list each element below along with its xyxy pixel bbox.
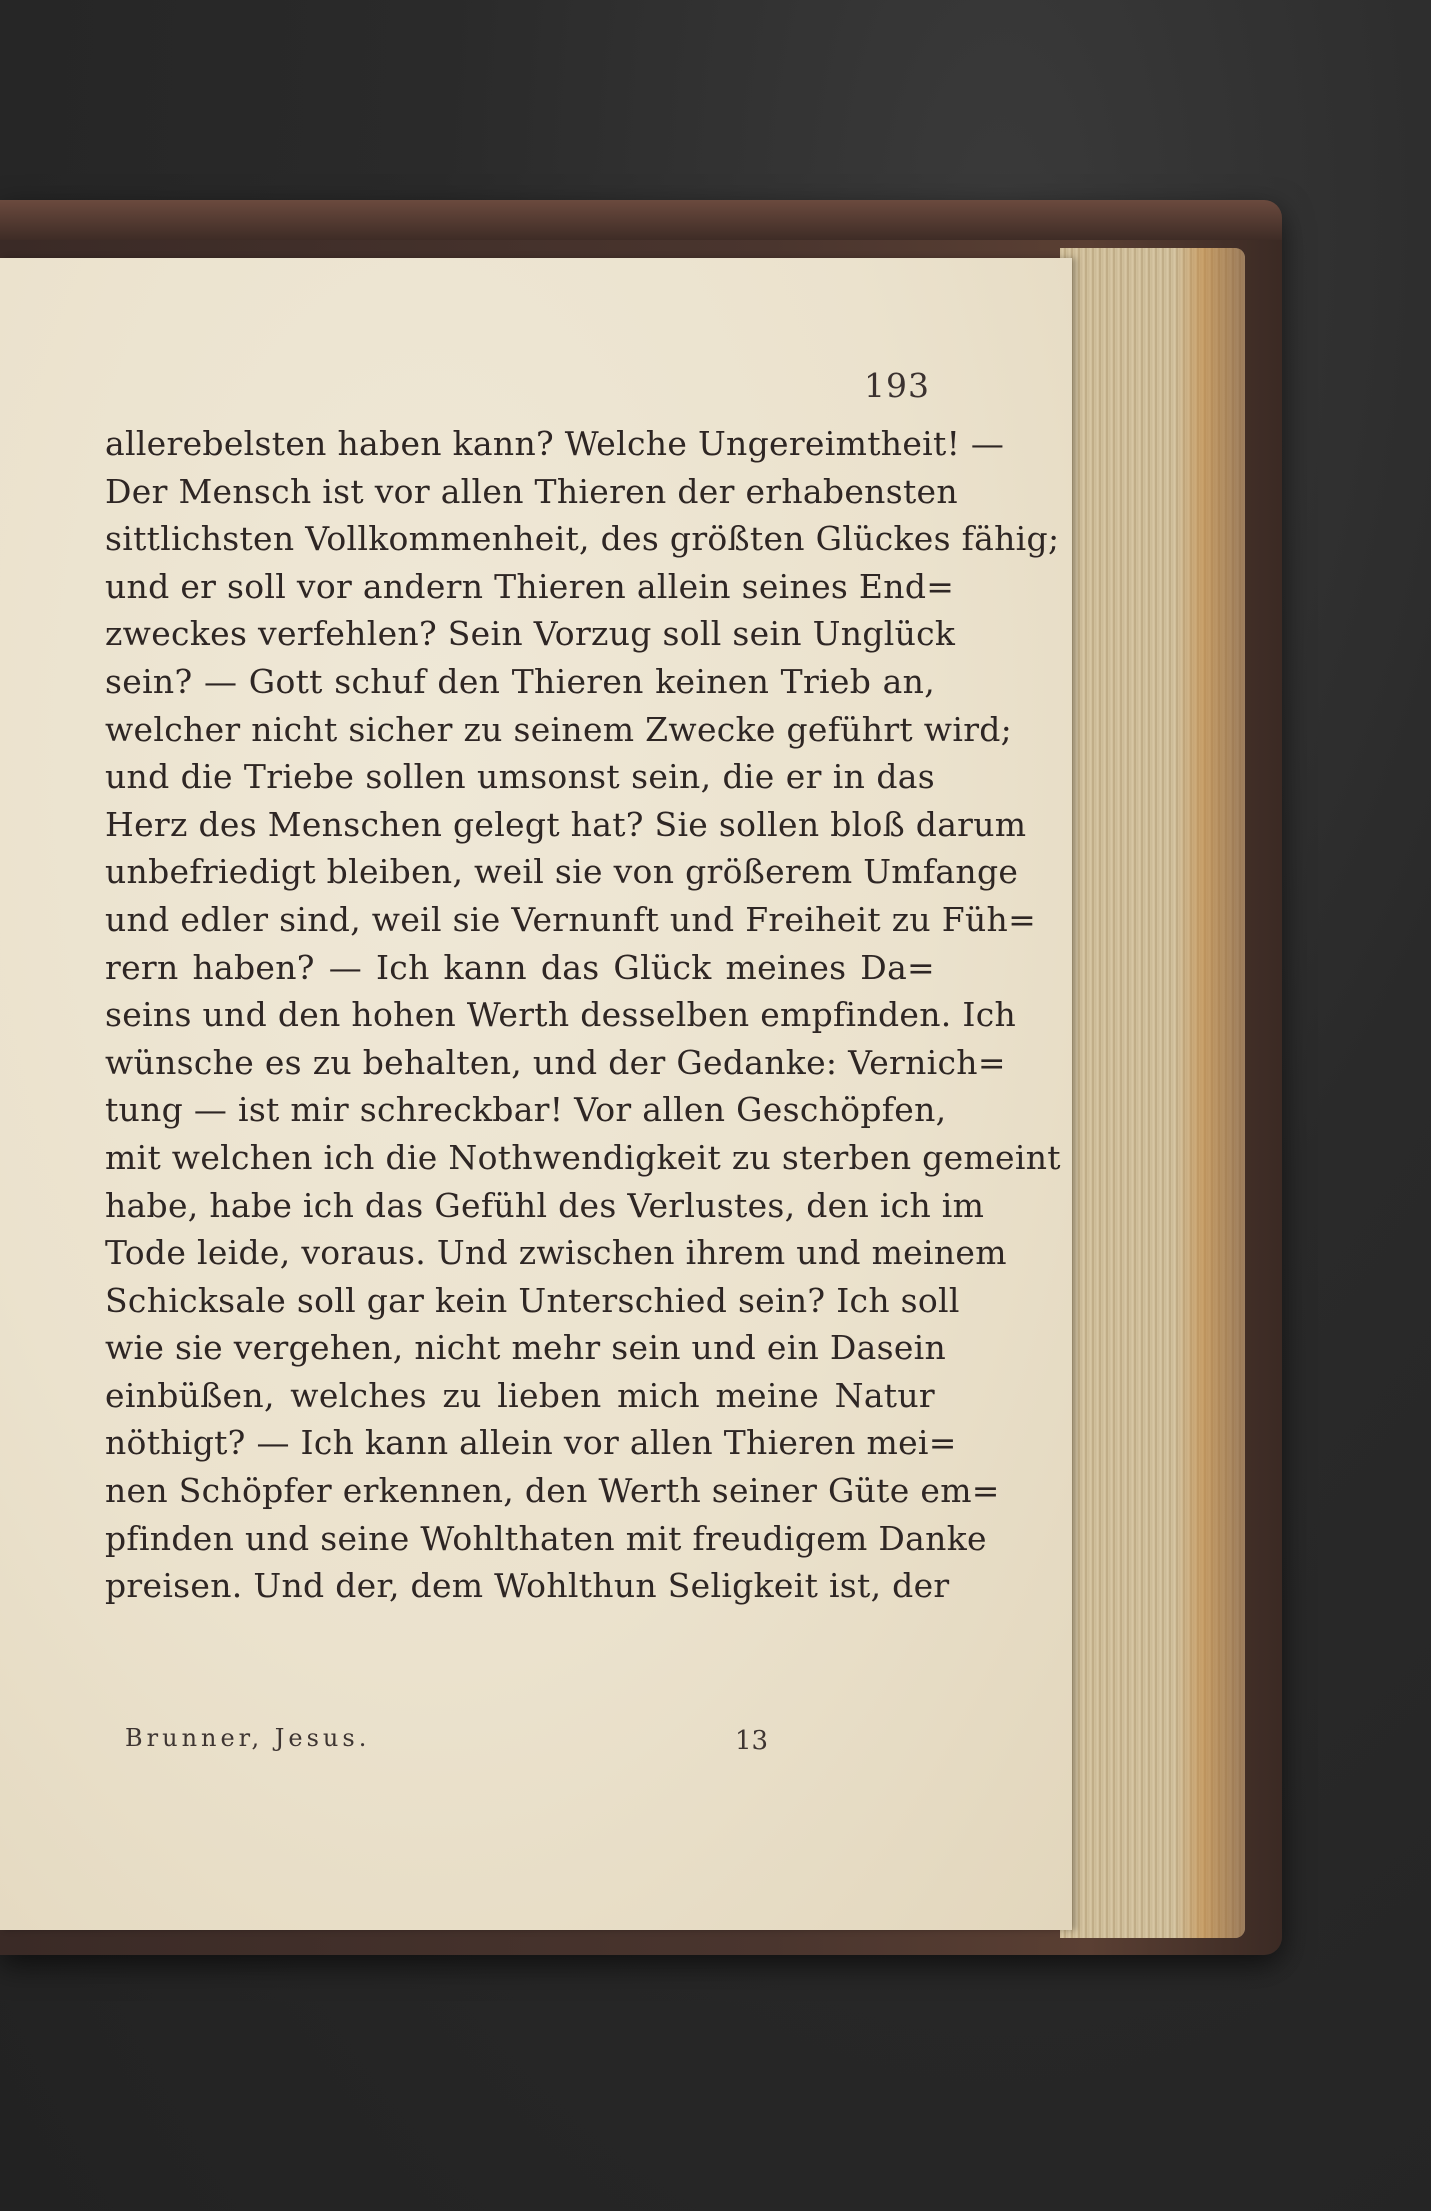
text-line: und er soll vor andern Thieren allein seines End= [105,566,955,606]
text-line: Der Mensch ist vor allen Thieren der erhabensten [105,471,958,511]
text-line: Tode leide, voraus. Und zwischen ihrem und meinem [105,1233,1007,1273]
signature-mark: Brunner, Jesus. [125,1724,371,1752]
text-line: sein? — Gott schuf den Thieren keinen Trieb an, [105,661,935,701]
text-line: nen Schöpfer erkennen, den Werth seiner Güte em= [105,1471,1000,1511]
text-line: pfinden und seine Wohlthaten mit freudigem Danke [105,1518,987,1558]
text-line: tung — ist mir schreckbar! Vor allen Geschöpfen, [105,1090,947,1130]
page-number: 193 [864,366,930,405]
text-line: habe, habe ich das Gefühl des Verlustes, den ich im [105,1185,985,1225]
text-line: preisen. Und der, dem Wohlthun Seligkeit ist, der [105,1566,950,1606]
text-line: und die Triebe sollen umsonst sein, die er in das [105,757,935,797]
text-line: mit welchen ich die Nothwendigkeit zu sterben gemeint [105,1137,1061,1177]
text-line: sittlichsten Vollkommenheit, des größten Glückes fähig; [105,519,1060,559]
text-line: Schicksale soll gar kein Unterschied sein? Ich soll [105,1280,960,1320]
text-line: welcher nicht sicher zu seinem Zwecke geführt wird; [105,709,1013,749]
sheet-number: 13 [735,1726,769,1756]
text-line: einbüßen, welches zu lieben mich meine Natur [105,1375,935,1415]
text-line: zweckes verfehlen? Sein Vorzug soll sein Unglück [105,614,956,654]
page-footer [105,1724,935,1764]
text-line: und edler sind, weil sie Vernunft und Freiheit zu Füh= [105,899,1037,939]
text-line: Herz des Menschen gelegt hat? Sie sollen bloß darum [105,804,1027,844]
text-line: wie sie vergehen, nicht mehr sein und ein Dasein [105,1328,947,1368]
text-line: unbefriedigt bleiben, weil sie von größerem Umfange [105,852,1019,892]
text-line: wünsche es zu behalten, und der Gedanke: Vernich= [105,1042,1006,1082]
text-line: nöthigt? — Ich kann allein vor allen Thieren mei= [105,1423,957,1463]
text-line: allerebelsten haben kann? Welche Ungereimtheit! — [105,424,1005,463]
body-text [105,420,1061,1610]
text-line: rern haben? — Ich kann das Glück meines Da= [105,947,935,987]
book-page [0,258,1072,1930]
page-edges [1060,248,1245,1938]
text-line: seins und den hohen Werth desselben empfinden. Ich [105,995,1017,1035]
